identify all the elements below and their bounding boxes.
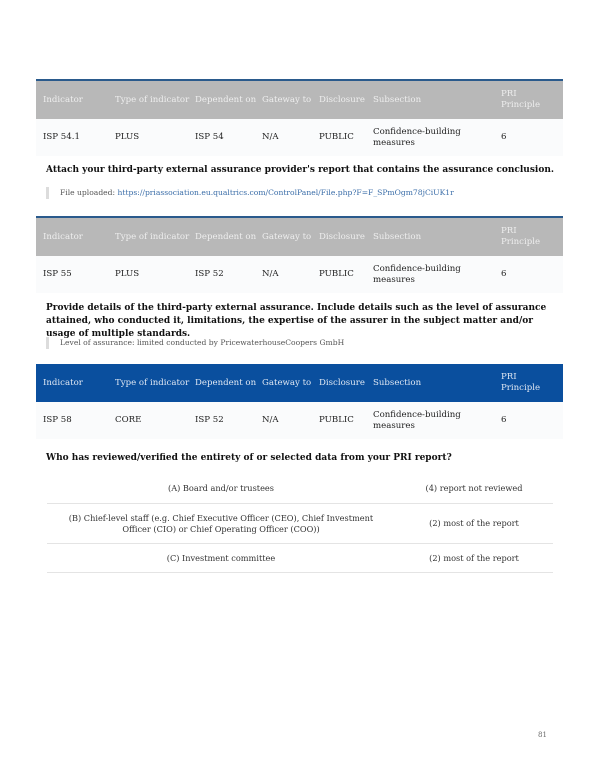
file-link[interactable]: https://priassociation.eu.qualtrics.com/ControlPanel/File.php?F=F_SPmOgm78jCiUK1r: [117, 188, 454, 197]
table-header: [36, 81, 563, 119]
header-type: Type of indicator: [115, 231, 190, 242]
header-dependent: Dependent on: [195, 94, 257, 105]
cell-subsection: Confidence-building measures: [373, 126, 461, 148]
table-row: [36, 256, 563, 293]
cell-gateway: N/A: [262, 269, 279, 279]
header-type: Type of indicator: [115, 94, 190, 105]
header-indicator: Indicator: [43, 231, 83, 242]
page-number: 81: [538, 731, 547, 739]
indicator-table-1: [36, 81, 563, 156]
header-gateway: Gateway to: [262, 377, 312, 388]
header-principle: PRI Principle: [501, 226, 541, 247]
file-uploaded-label: File uploaded:: [60, 188, 118, 197]
header-subsection: Subsection: [373, 231, 422, 242]
cell-subsection: Confidence-building measures: [373, 409, 461, 431]
header-principle: PRI Principle: [501, 372, 541, 393]
cell-disclosure: PUBLIC: [319, 269, 354, 279]
review-extent: (2) most of the report: [429, 552, 519, 563]
cell-principle: 6: [501, 269, 507, 279]
reviewer-label: (C) Investment committee: [166, 552, 276, 563]
table-header: [36, 218, 563, 256]
cell-type: PLUS: [115, 132, 140, 142]
header-subsection: Subsection: [373, 377, 422, 388]
header-gateway: Gateway to: [262, 94, 312, 105]
question-reviewed-by: Who has reviewed/verified the entirety of or selected data from your PRI report?: [46, 453, 452, 463]
header-gateway: Gateway to: [262, 231, 312, 242]
cell-disclosure: PUBLIC: [319, 415, 354, 425]
header-disclosure: Disclosure: [319, 377, 365, 388]
cell-type: CORE: [115, 415, 142, 425]
cell-subsection: Confidence-building measures: [373, 263, 461, 285]
header-subsection: Subsection: [373, 94, 422, 105]
cell-gateway: N/A: [262, 415, 279, 425]
table-row: [36, 119, 563, 156]
cell-indicator: ISP 54.1: [43, 132, 80, 142]
header-disclosure: Disclosure: [319, 94, 365, 105]
header-dependent: Dependent on: [195, 231, 257, 242]
header-disclosure: Disclosure: [319, 231, 365, 242]
cell-indicator: ISP 58: [43, 415, 72, 425]
cell-principle: 6: [501, 132, 507, 142]
header-indicator: Indicator: [43, 377, 83, 388]
cell-dependent: ISP 54: [195, 132, 224, 142]
header-dependent: Dependent on: [195, 377, 257, 388]
cell-dependent: ISP 52: [195, 269, 224, 279]
header-principle: PRI Principle: [501, 89, 541, 110]
answer-assurance-level: Level of assurance: limited conducted by PricewaterhouseCoopers GmbH: [46, 337, 344, 349]
table-header: [36, 364, 563, 402]
cell-principle: 6: [501, 415, 507, 425]
reviewer-label: (B) Chief-level staff (e.g. Chief Executive Officer (CEO), Chief Investment Officer (CIO) or Chief Operating Officer (COO)): [68, 512, 374, 534]
cell-type: PLUS: [115, 269, 140, 279]
review-row: [47, 504, 553, 544]
review-row: [47, 544, 553, 573]
indicator-table-2: [36, 218, 563, 293]
table-row: [36, 402, 563, 439]
question-attach-report: Attach your third-party external assurance provider's report that contains the assurance conclusion.: [46, 165, 555, 175]
cell-dependent: ISP 52: [195, 415, 224, 425]
question-assurance-details: Provide details of the third-party external assurance. Include details such as the level of assurance attained, who conducted it, limitations, the expertise of the assurer in the subject matter and/or usage of multiple standards.: [46, 303, 547, 339]
cell-disclosure: PUBLIC: [319, 132, 354, 142]
header-type: Type of indicator: [115, 377, 190, 388]
header-indicator: Indicator: [43, 94, 83, 105]
indicator-table-3: [36, 364, 563, 439]
cell-indicator: ISP 55: [43, 269, 72, 279]
answer-file-uploaded: [46, 187, 454, 199]
review-extent: (4) report not reviewed: [425, 483, 523, 493]
reviewer-label: (A) Board and/or trustees: [168, 483, 274, 493]
review-extent: (2) most of the report: [429, 518, 519, 528]
cell-gateway: N/A: [262, 132, 279, 142]
review-row: [47, 474, 553, 504]
